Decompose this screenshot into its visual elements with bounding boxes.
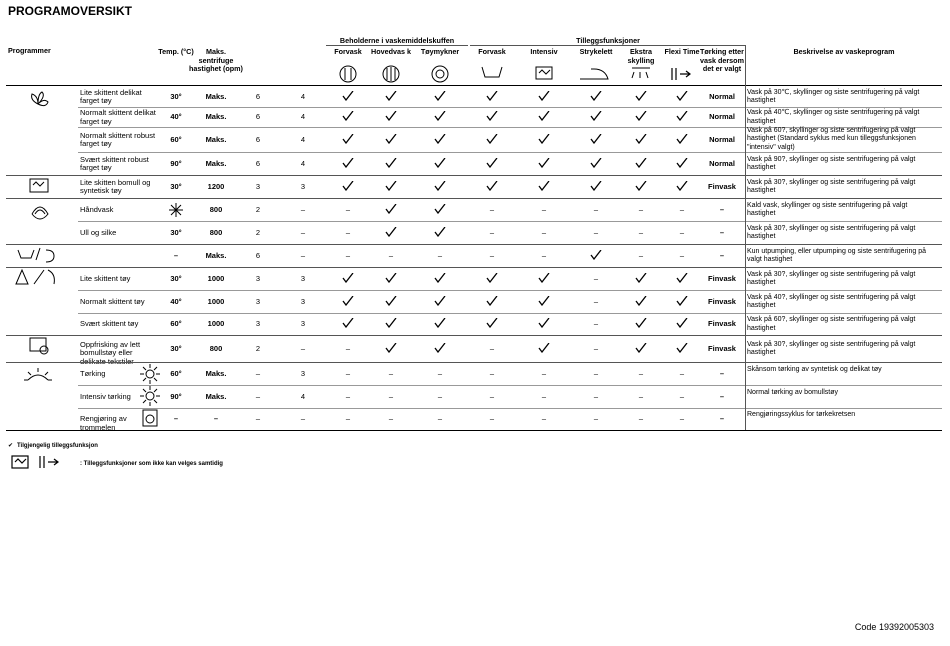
check-icon bbox=[486, 318, 498, 328]
check-icon bbox=[434, 134, 446, 144]
wash-load-value: 2 bbox=[255, 227, 261, 237]
wash-load-value: – bbox=[255, 368, 261, 378]
dash-value: – bbox=[638, 204, 644, 214]
header-programmer: Programmer bbox=[8, 46, 51, 55]
spin-value: 800 bbox=[209, 227, 223, 237]
wash-load-value: 6 bbox=[255, 250, 261, 260]
program-description: Vask på 30?, skyllinger og siste sentrifugering på valgt hastighet bbox=[747, 178, 916, 194]
program-name: Lite skitten bomull og syntetisk tøy bbox=[80, 177, 151, 195]
wash-load-value: 3 bbox=[255, 319, 261, 328]
wash-load-value: 6 bbox=[255, 91, 261, 101]
check-icon bbox=[342, 296, 354, 306]
spin-value: 800 bbox=[209, 204, 223, 214]
header-soft: Tøymykner bbox=[420, 47, 460, 56]
dash-value: – bbox=[638, 414, 644, 423]
dry-after-value: – bbox=[719, 368, 725, 378]
mainwash-compartment-icon bbox=[383, 66, 399, 82]
check-icon bbox=[434, 204, 446, 214]
group-divider bbox=[6, 335, 942, 336]
table-top-line bbox=[6, 85, 942, 86]
dash-value: – bbox=[638, 227, 644, 237]
dry-after-value: – bbox=[719, 391, 725, 401]
spin-value: Maks. bbox=[205, 91, 227, 101]
header-spin: Maks. sentrifuge hastighet (opm) bbox=[189, 47, 243, 73]
dry-after-value: – bbox=[719, 227, 725, 237]
temp-value: 30° bbox=[170, 91, 182, 101]
synthetic-icon bbox=[16, 270, 54, 284]
check-icon bbox=[635, 111, 647, 121]
check-icon bbox=[590, 134, 602, 144]
dash-value: – bbox=[679, 368, 685, 378]
group-divider bbox=[6, 244, 942, 245]
drum-clean-icon bbox=[143, 410, 157, 426]
header-stryk: Strykelett bbox=[579, 47, 613, 56]
check-icon bbox=[385, 91, 397, 101]
temp-value: 60° bbox=[170, 368, 182, 378]
header-dry-after: Tørking etter vask dersom det er valgt bbox=[700, 47, 744, 73]
easy-iron-icon bbox=[580, 69, 608, 79]
program-name: Normalt skittent tøy bbox=[80, 296, 145, 306]
check-icon bbox=[676, 273, 688, 283]
cold-wash-icon bbox=[168, 202, 184, 218]
spin-value: Maks. bbox=[205, 112, 227, 121]
check-icon bbox=[676, 91, 688, 101]
header-flexi: Flexi Time bbox=[664, 47, 700, 56]
dash-value: – bbox=[437, 368, 443, 378]
dash-value: – bbox=[541, 391, 547, 401]
row-divider bbox=[78, 152, 942, 153]
legend-check-icon: ✔ bbox=[8, 443, 14, 449]
check-icon bbox=[342, 111, 354, 121]
check-icon bbox=[635, 158, 647, 168]
program-description: Vask på 30?, skyllinger og siste sentrifugering på valgt hastighet bbox=[747, 224, 916, 240]
dry-load-value: – bbox=[300, 250, 306, 260]
temp-value: 60° bbox=[170, 134, 182, 144]
check-icon bbox=[538, 296, 550, 306]
dash-value: – bbox=[593, 368, 599, 378]
check-icon bbox=[590, 181, 602, 191]
wash-load-value: – bbox=[255, 414, 261, 423]
dry-load-value: 3 bbox=[300, 296, 306, 306]
dry-load-value: 3 bbox=[300, 319, 306, 328]
intensive-dry-sun-icon bbox=[140, 386, 160, 406]
row-divider bbox=[78, 408, 942, 409]
check-icon bbox=[385, 343, 397, 353]
check-icon bbox=[486, 91, 498, 101]
dash-value: – bbox=[593, 204, 599, 214]
group-divider bbox=[6, 175, 942, 176]
temp-value: – bbox=[173, 414, 179, 423]
program-description: Vask på 30℃, skyllinger og siste sentrifugering på valgt hastighet bbox=[747, 88, 920, 104]
dash-value: – bbox=[593, 319, 599, 328]
check-icon bbox=[676, 111, 688, 121]
check-icon bbox=[342, 134, 354, 144]
intensive-icon bbox=[536, 67, 552, 79]
check-icon bbox=[486, 296, 498, 306]
dash-value: – bbox=[489, 343, 495, 353]
check-icon bbox=[342, 273, 354, 283]
program-name: Oppfrisking av lett bomullstøy eller delikate tekstiler bbox=[80, 339, 141, 366]
dry-after-value: Normal bbox=[709, 134, 735, 144]
row-divider bbox=[78, 107, 942, 108]
check-icon bbox=[538, 91, 550, 101]
program-name: Normalt skittent delikat farget tøy bbox=[80, 108, 156, 126]
program-description: Rengjøringssyklus for tørkekretsen bbox=[747, 411, 856, 418]
check-icon bbox=[538, 134, 550, 144]
dry-after-value: Finvask bbox=[708, 181, 736, 191]
drain-spin-icon bbox=[18, 248, 54, 262]
dry-after-value: Normal bbox=[709, 91, 735, 101]
check-icon bbox=[342, 91, 354, 101]
check-icon bbox=[342, 158, 354, 168]
dash-value: – bbox=[679, 250, 685, 260]
dash-value: – bbox=[593, 273, 599, 283]
dash-value: – bbox=[437, 391, 443, 401]
spin-value: Maks. bbox=[205, 134, 227, 144]
header-ekstra: Ekstra skylling bbox=[627, 47, 655, 65]
wash-load-value: 6 bbox=[255, 134, 261, 144]
check-icon bbox=[635, 343, 647, 353]
header-opt_pre: Forvask bbox=[478, 47, 506, 56]
prewash-tub-icon bbox=[482, 67, 502, 77]
check-icon bbox=[385, 227, 397, 237]
check-icon bbox=[385, 134, 397, 144]
dry-after-value: Normal bbox=[709, 112, 735, 121]
check-icon bbox=[385, 111, 397, 121]
drying-sun-icon bbox=[24, 368, 52, 380]
dry-after-value: Finvask bbox=[708, 319, 736, 328]
check-icon bbox=[434, 318, 446, 328]
dry-load-value: 4 bbox=[300, 134, 306, 144]
dry-after-value: Finvask bbox=[708, 343, 736, 353]
dash-value: – bbox=[345, 227, 351, 237]
program-name: Ull og silke bbox=[80, 227, 117, 237]
dash-value: – bbox=[593, 343, 599, 353]
flexi-time-icon bbox=[672, 68, 690, 80]
temp-value: 30° bbox=[170, 227, 182, 237]
temp-value: 30° bbox=[170, 343, 182, 353]
dry-program-icons bbox=[136, 360, 176, 440]
delicate-flower-icon bbox=[32, 92, 48, 106]
refresh-icon bbox=[30, 338, 48, 354]
dash-value: – bbox=[593, 391, 599, 401]
program-name: Tørking bbox=[80, 368, 106, 378]
wash-load-value: 2 bbox=[255, 204, 261, 214]
dash-value: – bbox=[489, 227, 495, 237]
dash-value: – bbox=[345, 343, 351, 353]
check-icon bbox=[434, 343, 446, 353]
temp-value: 40° bbox=[170, 296, 182, 306]
check-icon bbox=[486, 181, 498, 191]
dash-value: – bbox=[638, 250, 644, 260]
description-column-line bbox=[745, 45, 746, 430]
prewash-compartment-icon bbox=[340, 66, 356, 82]
dash-value: – bbox=[541, 368, 547, 378]
dry-load-value: 4 bbox=[300, 91, 306, 101]
program-name: Svært skittent tøy bbox=[80, 319, 139, 328]
dry-load-value: – bbox=[300, 227, 306, 237]
dash-value: – bbox=[541, 250, 547, 260]
mixed-fabric-icon bbox=[30, 179, 48, 192]
program-description: Normal tørking av bomullstøy bbox=[747, 388, 839, 396]
temp-value: 60° bbox=[170, 319, 182, 328]
dash-value: – bbox=[489, 391, 495, 401]
wool-icon bbox=[32, 207, 48, 219]
row-divider bbox=[78, 313, 942, 314]
dash-value: – bbox=[541, 414, 547, 423]
dash-value: – bbox=[388, 391, 394, 401]
temp-value: 30° bbox=[170, 181, 182, 191]
dash-value: – bbox=[489, 368, 495, 378]
check-icon bbox=[342, 318, 354, 328]
dash-value: – bbox=[489, 250, 495, 260]
check-icon bbox=[676, 181, 688, 191]
check-icon bbox=[385, 181, 397, 191]
document-code: Code 19392005303 bbox=[854, 622, 934, 632]
dry-load-value: 3 bbox=[300, 273, 306, 283]
check-icon bbox=[635, 181, 647, 191]
wash-load-value: 2 bbox=[255, 343, 261, 353]
softener-compartment-icon bbox=[432, 66, 448, 82]
check-icon bbox=[342, 181, 354, 191]
dash-value: – bbox=[345, 204, 351, 214]
check-icon bbox=[676, 134, 688, 144]
dry-load-value: 3 bbox=[300, 181, 306, 191]
check-icon bbox=[434, 227, 446, 237]
temp-value: 30° bbox=[170, 273, 182, 283]
check-icon bbox=[434, 273, 446, 283]
program-description: Vask på 90?, skyllinger og siste sentrifugering på valgt hastighet bbox=[747, 155, 916, 171]
header-main: Hovedvas k bbox=[371, 47, 411, 56]
program-name: Lite skittent delikat farget tøy bbox=[80, 87, 142, 105]
check-icon bbox=[385, 296, 397, 306]
dash-value: – bbox=[345, 368, 351, 378]
program-description: Vask på 30?, skyllinger og siste sentrifugering på valgt hastighet bbox=[747, 270, 916, 286]
program-group-icons bbox=[0, 84, 80, 434]
extra-rinse-icon bbox=[632, 68, 650, 78]
check-icon bbox=[538, 273, 550, 283]
dash-value: – bbox=[541, 227, 547, 237]
check-icon bbox=[385, 273, 397, 283]
header-temp: Temp. (°C) bbox=[158, 47, 194, 56]
dash-value: – bbox=[388, 368, 394, 378]
program-description: Vask på 40℃, skyllinger og siste sentrifugering på valgt hastighet bbox=[747, 109, 920, 125]
legend-check-text: Tilgjengelig tilleggsfunksjon bbox=[17, 443, 98, 449]
row-divider bbox=[78, 385, 942, 386]
check-icon bbox=[486, 158, 498, 168]
wash-load-value: 3 bbox=[255, 273, 261, 283]
dash-value: – bbox=[345, 414, 351, 423]
spin-value: 800 bbox=[209, 343, 223, 353]
program-description: Vask på 60?, skyllinger og siste sentrifugering på valgt hastighet bbox=[747, 316, 916, 332]
dash-value: – bbox=[489, 414, 495, 423]
dry-sun-icon bbox=[140, 364, 160, 384]
program-name: Rengjøring av trommelen bbox=[80, 414, 127, 432]
check-icon bbox=[538, 158, 550, 168]
wash-load-value: 3 bbox=[255, 296, 261, 306]
dash-value: – bbox=[638, 368, 644, 378]
dry-load-value: 4 bbox=[300, 112, 306, 121]
check-icon bbox=[434, 111, 446, 121]
program-name: Lite skittent tøy bbox=[80, 273, 131, 283]
dash-value: – bbox=[437, 414, 443, 423]
dash-value: – bbox=[679, 227, 685, 237]
spin-value: – bbox=[213, 414, 219, 423]
dash-value: – bbox=[679, 204, 685, 214]
header-description: Beskrivelse av vaskeprogram bbox=[793, 47, 895, 56]
check-icon bbox=[676, 318, 688, 328]
spin-value: Maks. bbox=[205, 368, 227, 378]
check-icon bbox=[385, 204, 397, 214]
dry-after-value: Finvask bbox=[708, 296, 736, 306]
dash-value: – bbox=[489, 204, 495, 214]
check-icon bbox=[676, 296, 688, 306]
group-beholdere: Beholderne i vaskemiddelskuffen bbox=[339, 36, 455, 45]
check-icon bbox=[486, 273, 498, 283]
spin-value: Maks. bbox=[205, 250, 227, 260]
program-name: Normalt skittent robust farget tøy bbox=[80, 130, 156, 148]
wash-load-value: 6 bbox=[255, 112, 261, 121]
check-icon bbox=[486, 111, 498, 121]
temp-value: – bbox=[173, 250, 179, 260]
wash-load-value: 3 bbox=[255, 181, 261, 191]
program-description: Vask på 40?, skyllinger og siste sentrifugering på valgt hastighet bbox=[747, 293, 916, 309]
dash-value: – bbox=[388, 414, 394, 423]
row-divider bbox=[78, 221, 942, 222]
check-icon bbox=[538, 318, 550, 328]
dry-load-value: 3 bbox=[300, 368, 306, 378]
check-icon bbox=[538, 111, 550, 121]
group-divider bbox=[6, 198, 942, 199]
header-intensiv: Intensiv bbox=[530, 47, 558, 56]
spin-value: Maks. bbox=[205, 158, 227, 168]
check-icon bbox=[538, 181, 550, 191]
check-icon bbox=[635, 91, 647, 101]
page-title: PROGRAMOVERSIKT bbox=[8, 4, 133, 18]
dry-load-value: 4 bbox=[300, 158, 306, 168]
check-icon bbox=[434, 158, 446, 168]
group-tillegg: Tilleggsfunksjoner bbox=[576, 36, 640, 45]
program-description: Kun utpumping, eller utpumping og siste sentrifugering på valgt hastighet bbox=[747, 247, 926, 263]
check-icon bbox=[590, 250, 602, 260]
row-divider bbox=[78, 290, 942, 291]
check-icon bbox=[635, 318, 647, 328]
dash-value: – bbox=[345, 391, 351, 401]
dry-load-value: – bbox=[300, 204, 306, 214]
wash-load-value: – bbox=[255, 391, 261, 401]
check-icon bbox=[434, 181, 446, 191]
check-icon bbox=[635, 134, 647, 144]
check-icon bbox=[434, 296, 446, 306]
group-divider bbox=[6, 267, 942, 268]
dash-value: – bbox=[593, 296, 599, 306]
dash-value: – bbox=[593, 227, 599, 237]
dash-value: – bbox=[345, 250, 351, 260]
spin-value: 1000 bbox=[207, 296, 225, 306]
check-icon bbox=[635, 296, 647, 306]
program-name: Håndvask bbox=[80, 204, 114, 214]
check-icon bbox=[385, 318, 397, 328]
check-icon bbox=[486, 134, 498, 144]
dash-value: – bbox=[679, 414, 685, 423]
dry-load-value: 4 bbox=[300, 391, 306, 401]
check-icon bbox=[590, 91, 602, 101]
temp-value: 90° bbox=[170, 391, 182, 401]
program-name: Svært skittent robust farget tøy bbox=[80, 154, 149, 172]
check-icon bbox=[590, 158, 602, 168]
dry-after-value: – bbox=[719, 204, 725, 214]
dry-after-value: – bbox=[719, 414, 725, 423]
header-pre: Forvask bbox=[334, 47, 362, 56]
dash-value: – bbox=[541, 204, 547, 214]
spin-value: 1000 bbox=[207, 273, 225, 283]
dry-load-value: – bbox=[300, 343, 306, 353]
dash-value: – bbox=[593, 414, 599, 423]
check-icon bbox=[676, 343, 688, 353]
temp-value: 40° bbox=[170, 112, 182, 121]
dash-value: – bbox=[437, 250, 443, 260]
program-description: Kald vask, skyllinger og siste sentrifugering på valgt hastighet bbox=[747, 201, 908, 217]
legend-incompatible-icons bbox=[10, 452, 62, 472]
program-description: Vask på 30?, skyllinger og siste sentrifugering på valgt hastighet bbox=[747, 340, 916, 356]
temp-value: 90° bbox=[170, 158, 182, 168]
spin-value: 1000 bbox=[207, 319, 225, 328]
check-icon bbox=[385, 158, 397, 168]
program-description: Skånsom tørking av syntetisk og delikat tøy bbox=[747, 365, 882, 373]
check-icon bbox=[676, 158, 688, 168]
dry-after-value: Normal bbox=[709, 158, 735, 168]
check-icon bbox=[590, 111, 602, 121]
check-icon bbox=[538, 343, 550, 353]
legend-incompatible-text: : Tilleggsfunksjoner som ikke kan velges samtidig bbox=[80, 461, 223, 467]
dash-value: – bbox=[679, 391, 685, 401]
check-icon bbox=[434, 91, 446, 101]
program-description: Vask på 60?, skyllinger og siste sentrifugering på valgt hastighet (Standard syklus med kun tilleggsfunksjonen "intensiv" valgt) bbox=[747, 126, 916, 151]
spin-value: 1200 bbox=[207, 181, 225, 191]
spin-value: Maks. bbox=[205, 391, 227, 401]
dash-value: – bbox=[388, 250, 394, 260]
program-name: Intensiv tørking bbox=[80, 391, 131, 401]
dry-after-value: – bbox=[719, 250, 725, 260]
dry-load-value: – bbox=[300, 414, 306, 423]
wash-load-value: 6 bbox=[255, 158, 261, 168]
dry-after-value: Finvask bbox=[708, 273, 736, 283]
check-icon bbox=[635, 273, 647, 283]
dash-value: – bbox=[638, 391, 644, 401]
